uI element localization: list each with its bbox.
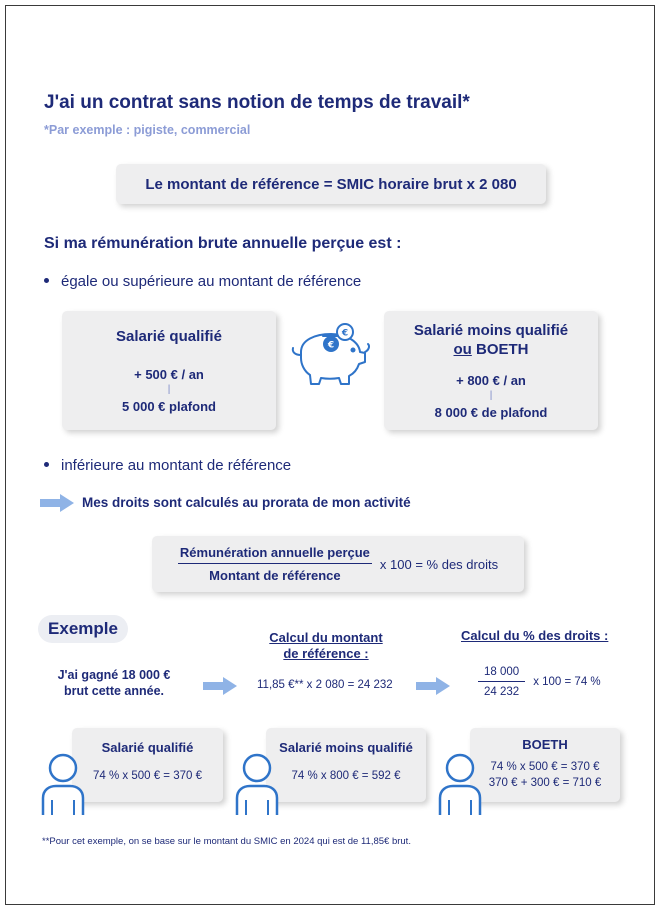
- calc-reference-title: [246, 630, 406, 662]
- result-line: 74 % x 800 € = 592 €: [291, 770, 401, 782]
- formula-suffix: x 100 = % des droits: [379, 556, 499, 572]
- result-card-qualified: [72, 728, 223, 802]
- result-title: Salarié qualifié: [101, 740, 194, 755]
- card-less-qualified-gain: + 800 € / an: [456, 373, 526, 388]
- bullet-below-text: inférieure au montant de référence: [61, 457, 292, 474]
- card-qualified-gain: + 500 € / an: [134, 367, 204, 382]
- calc-reference-value: 11,85 €** x 2 080 = 24 232: [257, 679, 393, 691]
- bullet-above-reference: [44, 273, 361, 290]
- result-line: 74 % x 500 € = 370 €: [490, 761, 600, 773]
- calc-reference-title-line2: de référence :: [283, 646, 369, 661]
- arrow-right-icon: [203, 677, 237, 695]
- result-line: 370 € + 300 € = 710 €: [488, 777, 602, 789]
- svg-text:€: €: [327, 340, 335, 351]
- prorata-text: Mes droits sont calculés au prorata de mon activité: [82, 495, 411, 510]
- bullet-dot: [44, 278, 49, 283]
- formula-fraction: [178, 545, 372, 583]
- section-heading: Si ma rémunération brute annuelle perçue est :: [44, 235, 402, 252]
- person-icon: [437, 752, 483, 816]
- person-icon: [234, 752, 280, 816]
- example-earned-line1: J'ai gagné 18 000 €: [57, 668, 171, 682]
- card-less-qualified-separator: |: [489, 390, 493, 401]
- page-title: J'ai un contrat sans notion de temps de travail*: [44, 92, 470, 113]
- card-less-qualified-subtitle: [384, 340, 598, 359]
- page-subtitle: *Par exemple : pigiste, commercial: [44, 123, 251, 137]
- card-qualified-cap: 5 000 € plafond: [122, 399, 216, 414]
- card-less-qualified-cap: 8 000 € de plafond: [434, 405, 548, 420]
- example-earned-line2: brut cette année.: [63, 684, 165, 698]
- formula-denominator: Montant de référence: [209, 568, 341, 583]
- result-card-boeth: [470, 728, 620, 802]
- result-card-less-qualified: [266, 728, 426, 802]
- piggy-bank-euro-icon: [287, 322, 373, 388]
- bullet-below-reference: [44, 457, 291, 474]
- reference-formula-box: Le montant de référence = SMIC horaire brut x 2 080: [116, 164, 546, 204]
- card-qualified-separator: |: [167, 384, 171, 395]
- arrow-right-icon: [40, 494, 74, 512]
- bullet-above-text: égale ou supérieure au montant de référence: [61, 273, 362, 290]
- calc-percentage-fraction: [478, 666, 525, 698]
- result-title: BOETH: [522, 737, 568, 752]
- card-qualified-title: Salarié qualifié: [116, 328, 222, 345]
- card-boeth-word: BOETH: [471, 341, 529, 358]
- footnote: **Pour cet exemple, on se base sur le montant du SMIC en 2024 qui est de 11,85€ brut.: [42, 836, 411, 847]
- arrow-right-icon: [416, 677, 450, 695]
- card-qualified: [62, 311, 276, 430]
- person-icon: [40, 752, 86, 816]
- result-line: 74 % x 500 € = 370 €: [92, 770, 202, 782]
- formula-box: [152, 536, 524, 592]
- calc-percentage-title: Calcul du % des droits :: [461, 628, 609, 643]
- calc-percentage-denominator: 24 232: [484, 686, 520, 698]
- bullet-dot: [44, 462, 49, 467]
- example-tag: Exemple: [38, 615, 128, 643]
- calc-percentage-suffix: x 100 = 74 %: [533, 676, 601, 688]
- card-less-qualified-title: Salarié moins qualifié: [413, 322, 569, 339]
- card-less-qualified: [384, 311, 598, 430]
- result-title: Salarié moins qualifié: [279, 740, 413, 755]
- calc-percentage-numerator: 18 000: [478, 666, 525, 682]
- formula-numerator: Rémunération annuelle perçue: [178, 545, 372, 564]
- card-or-word: ou: [453, 341, 472, 358]
- calc-percentage-formula: [478, 666, 601, 698]
- svg-text:€: €: [341, 328, 349, 339]
- example-earned: [44, 667, 184, 699]
- calc-reference-title-line1: Calcul du montant: [269, 630, 383, 645]
